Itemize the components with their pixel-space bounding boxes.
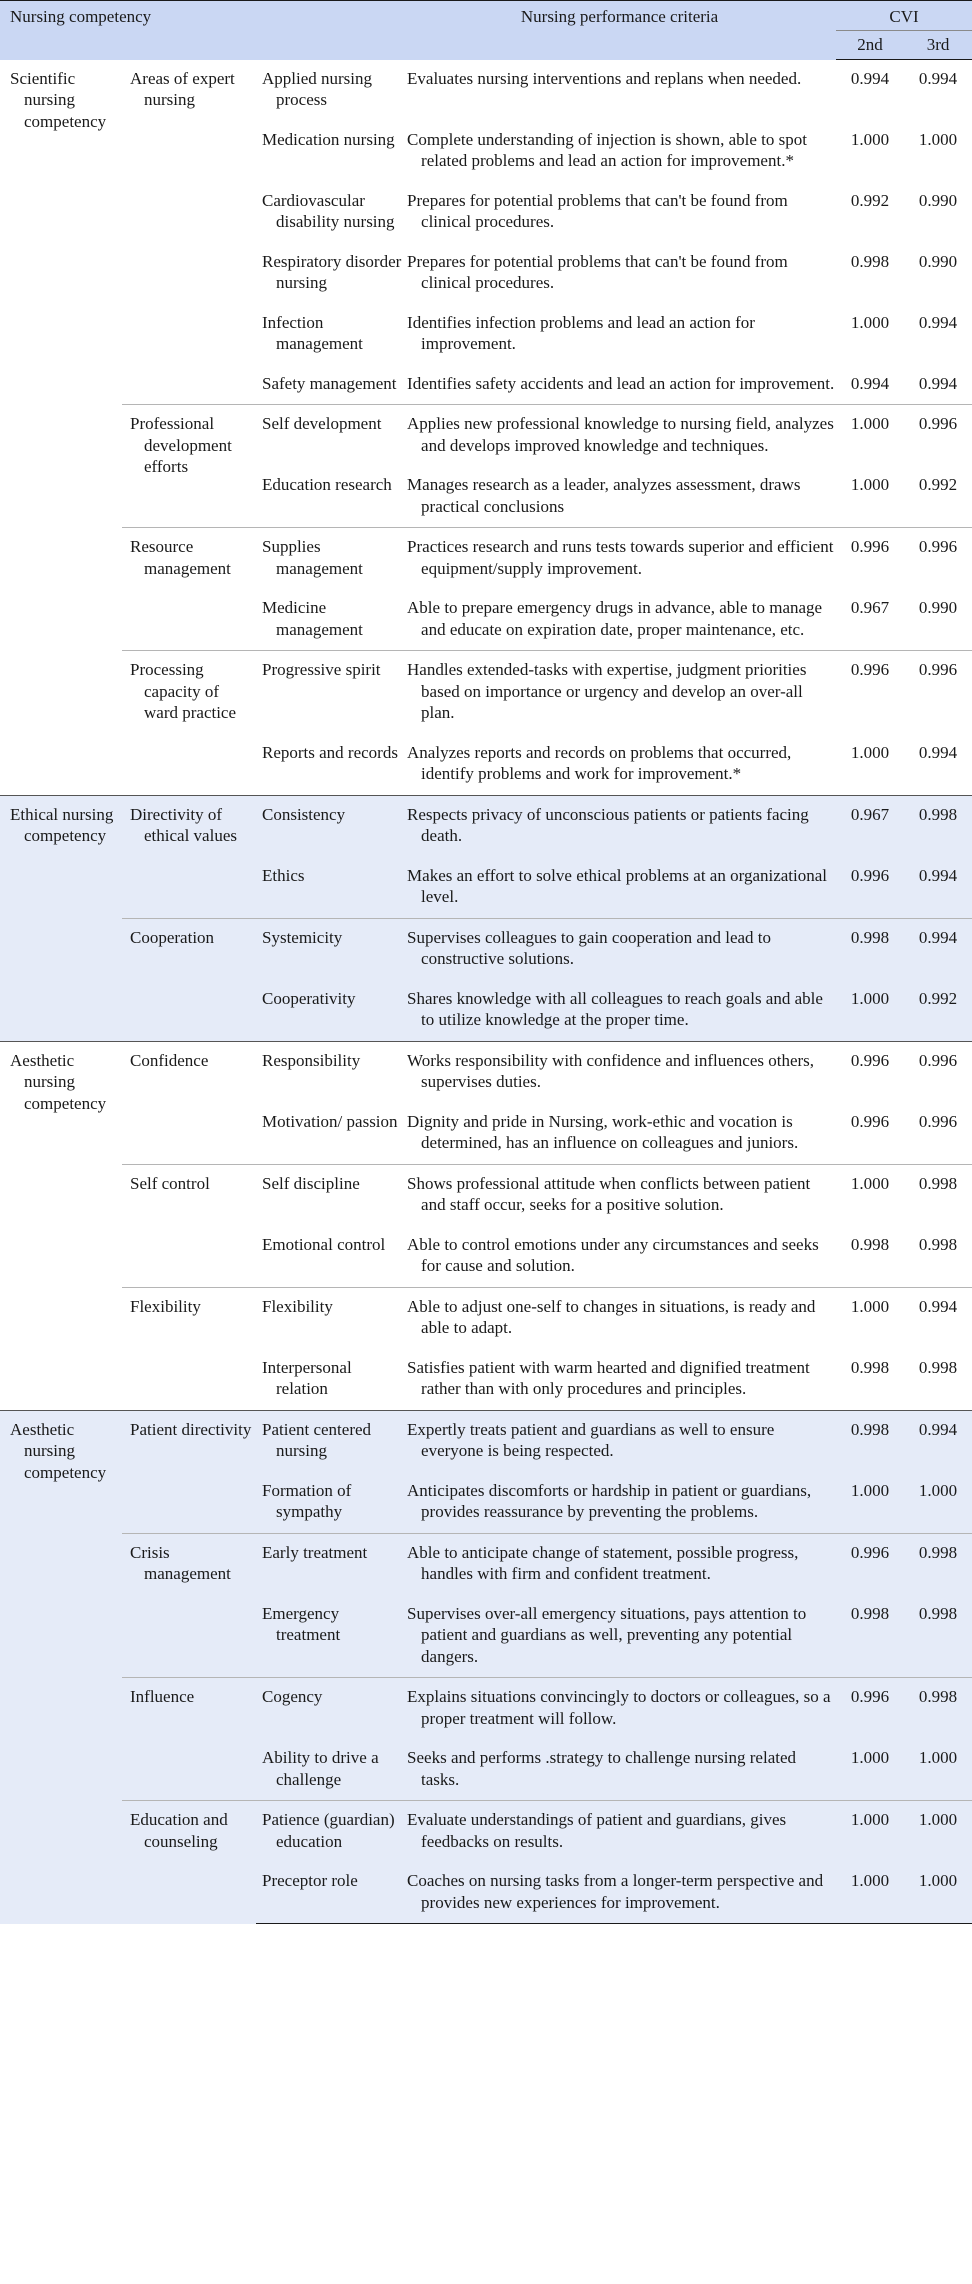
cvi-3rd-cell-text: 0.994	[918, 312, 958, 332]
cvi-2nd-cell	[836, 589, 904, 651]
header-cvi-2nd: 2nd	[836, 30, 904, 60]
header-cvi-3rd: 3rd	[904, 30, 972, 60]
cvi-2nd-cell-text: 0.998	[850, 1419, 890, 1439]
cvi-2nd-cell	[836, 734, 904, 796]
area-cell-text: Education and counseling	[130, 1810, 228, 1851]
criteria-cell-text: Prepares for potential problems that can't be found from clinical procedures.	[407, 251, 788, 292]
cvi-2nd-cell-text: 1.000	[850, 1810, 890, 1829]
criteria-cell-text: Identifies infection problems and lead an action for improvement.	[407, 312, 755, 353]
area-cell-text: Patient directivity	[130, 1419, 252, 1439]
area-cell-text: Influence	[130, 1687, 195, 1706]
cvi-3rd-cell	[904, 1226, 972, 1288]
cvi-3rd-cell	[904, 918, 972, 980]
criteria-cell	[403, 1164, 836, 1226]
cvi-3rd-cell	[904, 1410, 972, 1472]
cvi-2nd-cell-text: 0.996	[850, 865, 890, 885]
criteria-cell-text: Respects privacy of unconscious patients or patients facing death.	[407, 804, 809, 845]
criteria-cell-text: Evaluate understandings of patient and guardians, gives feedbacks on results.	[407, 1810, 787, 1851]
item-cell	[256, 60, 403, 121]
cvi-2nd-cell	[836, 528, 904, 590]
item-cell-text: Safety management	[262, 373, 397, 393]
competency-cell-text: Aesthetic nursing competency	[10, 1050, 107, 1113]
criteria-cell	[403, 589, 836, 651]
cvi-3rd-cell	[904, 1678, 972, 1740]
cvi-2nd-cell-text: 0.996	[850, 1050, 890, 1070]
area-cell	[122, 60, 256, 405]
item-cell	[256, 589, 403, 651]
cvi-3rd-cell	[904, 734, 972, 796]
item-cell-text: Emotional control	[262, 1234, 386, 1254]
criteria-cell	[403, 466, 836, 528]
item-cell-text: Self development	[262, 414, 382, 433]
cvi-2nd-cell	[836, 1041, 904, 1103]
item-cell-text: Systemicity	[262, 927, 343, 947]
area-cell-text: Processing capacity of ward practice	[130, 660, 237, 722]
cvi-2nd-cell-text: 1.000	[850, 1748, 890, 1767]
cvi-3rd-cell-text: 0.994	[918, 69, 958, 88]
cvi-2nd-cell	[836, 918, 904, 980]
criteria-cell	[403, 1472, 836, 1534]
cvi-2nd-cell	[836, 121, 904, 182]
header-competency: Nursing competency	[0, 1, 403, 60]
criteria-cell	[403, 182, 836, 243]
item-cell	[256, 734, 403, 796]
area-cell	[122, 651, 256, 796]
item-cell-text: Cardiovascular disability nursing	[262, 190, 395, 231]
cvi-2nd-cell-text: 1.000	[850, 1480, 890, 1500]
item-cell-text: Education research	[262, 475, 392, 494]
area-cell-text: Professional development efforts	[130, 414, 232, 476]
criteria-cell-text: Expertly treats patient and guardians as well to ensure everyone is being respected.	[407, 1419, 775, 1460]
area-cell	[122, 405, 256, 528]
cvi-3rd-cell-text: 0.994	[918, 742, 958, 762]
cvi-3rd-cell-text: 0.992	[918, 988, 958, 1008]
criteria-cell-text: Explains situations convincingly to doctors or colleagues, so a proper treatment will follow.	[407, 1687, 831, 1728]
criteria-cell-text: Analyzes reports and records on problems that occurred, identify problems and work for improvement.*	[407, 742, 792, 783]
cvi-3rd-cell	[904, 1103, 972, 1165]
cvi-2nd-cell	[836, 1226, 904, 1288]
table-row	[0, 918, 972, 980]
item-cell	[256, 1410, 403, 1472]
item-cell-text: Supplies management	[262, 537, 363, 578]
criteria-cell	[403, 857, 836, 919]
item-cell	[256, 365, 403, 405]
cvi-2nd-cell	[836, 405, 904, 467]
item-cell	[256, 182, 403, 243]
cvi-3rd-cell-text: 0.990	[918, 598, 958, 617]
area-cell-text: Confidence	[130, 1050, 209, 1070]
area-cell	[122, 528, 256, 651]
competency-cell-text: Ethical nursing competency	[10, 804, 114, 845]
criteria-cell	[403, 1801, 836, 1863]
item-cell-text: Consistency	[262, 804, 346, 824]
table-row	[0, 1041, 972, 1103]
header-cvi: CVI	[836, 1, 972, 31]
cvi-3rd-cell	[904, 795, 972, 857]
criteria-cell	[403, 1226, 836, 1288]
area-cell	[122, 1287, 256, 1410]
item-cell	[256, 1533, 403, 1595]
criteria-cell-text: Applies new professional knowledge to nursing field, analyzes and develops improved knowledge and techniques.	[407, 414, 834, 455]
criteria-cell-text: Able to prepare emergency drugs in advance, able to manage and educate on expiration date, proper maintenance, etc.	[407, 598, 823, 639]
cvi-3rd-cell-text: 0.996	[918, 414, 958, 433]
table-row	[0, 405, 972, 467]
cvi-2nd-cell	[836, 1472, 904, 1534]
cvi-2nd-cell-text: 0.998	[850, 927, 890, 947]
item-cell	[256, 1862, 403, 1924]
cvi-2nd-cell-text: 1.000	[850, 475, 890, 494]
cvi-3rd-cell-text: 1.000	[918, 1480, 958, 1500]
area-cell-text: Flexibility	[130, 1296, 201, 1316]
cvi-2nd-cell	[836, 651, 904, 734]
cvi-3rd-cell-text: 0.994	[918, 373, 958, 393]
cvi-2nd-cell	[836, 1739, 904, 1801]
item-cell	[256, 1801, 403, 1863]
criteria-cell	[403, 121, 836, 182]
criteria-cell	[403, 405, 836, 467]
item-cell	[256, 1678, 403, 1740]
cvi-3rd-cell	[904, 1349, 972, 1411]
cvi-3rd-cell	[904, 651, 972, 734]
criteria-cell-text: Dignity and pride in Nursing, work-ethic and vocation is determined, has an influence on colleagues and juniors.	[407, 1111, 799, 1152]
cvi-2nd-cell	[836, 1533, 904, 1595]
item-cell	[256, 121, 403, 182]
area-cell	[122, 795, 256, 918]
item-cell-text: Ability to drive a challenge	[262, 1748, 379, 1789]
item-cell-text: Patience (guardian) education	[262, 1810, 395, 1851]
cvi-2nd-cell-text: 0.998	[850, 1603, 890, 1623]
area-cell	[122, 1678, 256, 1801]
cvi-3rd-cell	[904, 1739, 972, 1801]
item-cell-text: Applied nursing process	[262, 68, 373, 109]
item-cell	[256, 918, 403, 980]
criteria-cell-text: Works responsibility with confidence and influences others, supervises duties.	[407, 1050, 815, 1091]
cvi-2nd-cell-text: 0.996	[850, 1542, 890, 1562]
cvi-3rd-cell	[904, 466, 972, 528]
area-cell-text: Cooperation	[130, 927, 215, 947]
cvi-3rd-cell	[904, 121, 972, 182]
item-cell	[256, 1472, 403, 1534]
criteria-cell-text: Complete understanding of injection is shown, able to spot related problems and lead an action for improvement.*	[407, 129, 807, 170]
cvi-2nd-cell	[836, 1410, 904, 1472]
cvi-2nd-cell-text: 0.998	[850, 1234, 890, 1254]
item-cell-text: Medicine management	[262, 598, 363, 639]
competency-cell-text: Aesthetic nursing competency	[10, 1419, 107, 1482]
item-cell-text: Interpersonal relation	[262, 1357, 352, 1398]
cvi-3rd-cell-text: 0.994	[918, 1419, 958, 1439]
cvi-2nd-cell	[836, 1103, 904, 1165]
cvi-3rd-cell-text: 0.998	[918, 1687, 958, 1706]
cvi-3rd-cell	[904, 365, 972, 405]
criteria-cell-text: Able to anticipate change of statement, possible progress, handles with firm and confident treatment.	[407, 1542, 799, 1583]
cvi-3rd-cell-text: 0.992	[918, 475, 958, 494]
cvi-3rd-cell-text: 1.000	[918, 1871, 958, 1890]
table-row	[0, 1164, 972, 1226]
table-row	[0, 651, 972, 734]
criteria-cell-text: Satisfies patient with warm hearted and dignified treatment rather than with only procedures and principles.	[407, 1357, 810, 1398]
cvi-2nd-cell-text: 1.000	[850, 988, 890, 1008]
cvi-3rd-cell	[904, 405, 972, 467]
cvi-2nd-cell-text: 0.996	[850, 537, 890, 556]
item-cell-text: Motivation/ passion	[262, 1111, 398, 1131]
criteria-cell	[403, 651, 836, 734]
criteria-cell	[403, 304, 836, 365]
cvi-2nd-cell	[836, 1349, 904, 1411]
cvi-2nd-cell-text: 0.992	[850, 190, 890, 210]
cvi-2nd-cell	[836, 1801, 904, 1863]
cvi-2nd-cell	[836, 60, 904, 121]
criteria-cell	[403, 1595, 836, 1678]
criteria-cell-text: Identifies safety accidents and lead an action for improvement.	[407, 373, 835, 393]
item-cell-text: Infection management	[262, 312, 363, 353]
cvi-3rd-cell-text: 0.998	[918, 1173, 958, 1193]
area-cell-text: Directivity of ethical values	[130, 804, 237, 845]
cvi-3rd-cell	[904, 1164, 972, 1226]
cvi-3rd-cell-text: 0.998	[918, 1234, 958, 1254]
criteria-cell-text: Seeks and performs .strategy to challenge nursing related tasks.	[407, 1748, 797, 1789]
cvi-2nd-cell-text: 1.000	[850, 1173, 890, 1193]
item-cell-text: Patient centered nursing	[262, 1419, 372, 1460]
criteria-cell	[403, 1678, 836, 1740]
competency-cell	[0, 1410, 122, 1924]
cvi-2nd-cell	[836, 1164, 904, 1226]
criteria-cell	[403, 918, 836, 980]
cvi-3rd-cell	[904, 60, 972, 121]
cvi-2nd-cell-text: 0.996	[850, 1687, 890, 1706]
cvi-2nd-cell	[836, 304, 904, 365]
criteria-cell-text: Supervises over-all emergency situations, pays attention to patient and guardians as well, preventing any potential dangers.	[407, 1603, 807, 1666]
cvi-2nd-cell	[836, 795, 904, 857]
cvi-3rd-cell	[904, 1801, 972, 1863]
criteria-cell	[403, 365, 836, 405]
item-cell-text: Medication nursing	[262, 129, 395, 149]
item-cell-text: Progressive spirit	[262, 660, 381, 679]
competency-cell	[0, 795, 122, 1041]
cvi-3rd-cell-text: 0.998	[918, 1542, 958, 1562]
criteria-cell-text: Handles extended-tasks with expertise, judgment priorities based on importance or urgency and develop an over-all plan.	[407, 660, 807, 722]
cvi-2nd-cell	[836, 466, 904, 528]
item-cell	[256, 1739, 403, 1801]
criteria-cell-text: Prepares for potential problems that can't be found from clinical procedures.	[407, 190, 788, 231]
criteria-cell	[403, 1533, 836, 1595]
cvi-2nd-cell-text: 0.994	[850, 373, 890, 393]
cvi-3rd-cell-text: 0.996	[918, 1050, 958, 1070]
cvi-3rd-cell-text: 0.990	[918, 190, 958, 210]
item-cell	[256, 1287, 403, 1349]
item-cell-text: Formation of sympathy	[262, 1480, 352, 1521]
cvi-2nd-cell-text: 1.000	[850, 742, 890, 762]
criteria-cell	[403, 1739, 836, 1801]
item-cell	[256, 243, 403, 304]
cvi-3rd-cell-text: 0.998	[918, 804, 958, 824]
table-row	[0, 1410, 972, 1472]
area-cell-text: Self control	[130, 1173, 210, 1193]
competency-cell-text: Scientific nursing competency	[10, 68, 107, 131]
criteria-cell-text: Makes an effort to solve ethical problems at an organizational level.	[407, 865, 828, 906]
cvi-3rd-cell	[904, 1533, 972, 1595]
cvi-3rd-cell	[904, 182, 972, 243]
cvi-3rd-cell	[904, 589, 972, 651]
item-cell	[256, 651, 403, 734]
criteria-cell-text: Able to control emotions under any circumstances and seeks for cause and solution.	[407, 1234, 819, 1275]
cvi-3rd-cell	[904, 243, 972, 304]
criteria-cell	[403, 528, 836, 590]
area-cell-text: Areas of expert nursing	[130, 68, 235, 109]
cvi-3rd-cell	[904, 528, 972, 590]
area-cell-text: Crisis management	[130, 1542, 231, 1583]
cvi-3rd-cell-text: 0.994	[918, 927, 958, 947]
criteria-cell	[403, 1103, 836, 1165]
item-cell	[256, 1041, 403, 1103]
item-cell-text: Responsibility	[262, 1050, 361, 1070]
criteria-cell-text: Shares knowledge with all colleagues to reach goals and able to utilize knowledge at the proper time.	[407, 988, 823, 1029]
item-cell-text: Respiratory disorder nursing	[262, 251, 402, 292]
criteria-cell	[403, 734, 836, 796]
table-row	[0, 795, 972, 857]
criteria-cell	[403, 60, 836, 121]
area-cell	[122, 1533, 256, 1678]
competency-cell	[0, 60, 122, 796]
criteria-cell-text: Shows professional attitude when conflicts between patient and staff occur, seeks for a positive solution.	[407, 1173, 811, 1214]
table-header	[0, 1, 972, 60]
cvi-2nd-cell	[836, 1287, 904, 1349]
table-row	[0, 528, 972, 590]
criteria-cell-text: Coaches on nursing tasks from a longer-term perspective and provides new experiences for improvement.	[407, 1871, 824, 1912]
cvi-3rd-cell-text: 0.996	[918, 1111, 958, 1131]
cvi-2nd-cell-text: 1.000	[850, 1871, 890, 1890]
cvi-3rd-cell	[904, 304, 972, 365]
item-cell-text: Preceptor role	[262, 1871, 358, 1890]
criteria-cell	[403, 795, 836, 857]
item-cell	[256, 980, 403, 1042]
item-cell-text: Reports and records	[262, 742, 398, 762]
criteria-cell-text: Supervises colleagues to gain cooperation and lead to constructive solutions.	[407, 927, 772, 968]
item-cell-text: Flexibility	[262, 1296, 333, 1316]
cvi-3rd-cell-text: 0.994	[918, 1296, 958, 1316]
cvi-2nd-cell-text: 0.967	[850, 598, 890, 617]
cvi-2nd-cell-text: 1.000	[850, 1296, 890, 1316]
item-cell	[256, 857, 403, 919]
cvi-2nd-cell	[836, 1862, 904, 1924]
area-cell-text: Resource management	[130, 537, 231, 578]
item-cell-text: Emergency treatment	[262, 1603, 341, 1644]
criteria-cell	[403, 1349, 836, 1411]
criteria-cell	[403, 1287, 836, 1349]
cvi-2nd-cell	[836, 1678, 904, 1740]
cvi-3rd-cell-text: 0.998	[918, 1357, 958, 1377]
cvi-3rd-cell-text: 1.000	[918, 129, 958, 149]
item-cell-text: Ethics	[262, 865, 305, 885]
cvi-3rd-cell-text: 1.000	[918, 1748, 958, 1767]
area-cell	[122, 918, 256, 1041]
criteria-cell	[403, 1410, 836, 1472]
cvi-3rd-cell-text: 0.996	[918, 660, 958, 679]
item-cell-text: Cooperativity	[262, 988, 356, 1008]
cvi-2nd-cell-text: 0.994	[850, 69, 890, 88]
item-cell	[256, 304, 403, 365]
cvi-3rd-cell	[904, 857, 972, 919]
item-cell-text: Self discipline	[262, 1173, 360, 1193]
cvi-2nd-cell-text: 0.996	[850, 660, 890, 679]
cvi-3rd-cell-text: 0.996	[918, 537, 958, 556]
cvi-2nd-cell-text: 0.998	[850, 1357, 890, 1377]
criteria-cell	[403, 980, 836, 1042]
competency-cell	[0, 1041, 122, 1410]
cvi-2nd-cell	[836, 365, 904, 405]
cvi-3rd-cell-text: 1.000	[918, 1810, 958, 1829]
cvi-3rd-cell	[904, 1472, 972, 1534]
item-cell-text: Early treatment	[262, 1542, 368, 1562]
criteria-cell	[403, 1041, 836, 1103]
cvi-3rd-cell	[904, 1287, 972, 1349]
item-cell	[256, 1226, 403, 1288]
item-cell	[256, 1164, 403, 1226]
item-cell	[256, 528, 403, 590]
table-body	[0, 60, 972, 1924]
cvi-2nd-cell-text: 1.000	[850, 129, 890, 149]
item-cell	[256, 1595, 403, 1678]
cvi-2nd-cell	[836, 857, 904, 919]
cvi-3rd-cell	[904, 1595, 972, 1678]
table-row	[0, 1678, 972, 1740]
cvi-3rd-cell	[904, 1862, 972, 1924]
table-row	[0, 1287, 972, 1349]
cvi-3rd-cell-text: 0.990	[918, 251, 958, 271]
area-cell	[122, 1410, 256, 1533]
item-cell	[256, 405, 403, 467]
area-cell	[122, 1164, 256, 1287]
item-cell	[256, 1103, 403, 1165]
cvi-3rd-cell-text: 0.994	[918, 865, 958, 885]
cvi-3rd-cell	[904, 1041, 972, 1103]
item-cell	[256, 795, 403, 857]
table-row	[0, 1801, 972, 1863]
cvi-2nd-cell	[836, 243, 904, 304]
criteria-cell-text: Evaluates nursing interventions and replans when needed.	[407, 68, 802, 88]
cvi-2nd-cell	[836, 182, 904, 243]
area-cell	[122, 1041, 256, 1164]
item-cell	[256, 466, 403, 528]
cvi-2nd-cell-text: 1.000	[850, 414, 890, 433]
table-row	[0, 1533, 972, 1595]
area-cell	[122, 1801, 256, 1924]
cvi-3rd-cell-text: 0.998	[918, 1603, 958, 1623]
criteria-cell-text: Practices research and runs tests towards superior and efficient equipment/supply improvement.	[407, 537, 834, 578]
cvi-2nd-cell	[836, 1595, 904, 1678]
cvi-2nd-cell-text: 1.000	[850, 312, 890, 332]
criteria-cell	[403, 243, 836, 304]
cvi-2nd-cell-text: 0.998	[850, 251, 890, 271]
cvi-3rd-cell	[904, 980, 972, 1042]
criteria-cell-text: Manages research as a leader, analyzes assessment, draws practical conclusions	[407, 475, 801, 516]
item-cell-text: Cogency	[262, 1687, 323, 1706]
criteria-cell-text: Anticipates discomforts or hardship in patient or guardians, provides reassurance by preventing the problems.	[407, 1480, 812, 1521]
header-criteria: Nursing performance criteria	[403, 1, 836, 60]
item-cell	[256, 1349, 403, 1411]
cvi-2nd-cell	[836, 980, 904, 1042]
criteria-cell-text: Able to adjust one-self to changes in situations, is ready and able to adapt.	[407, 1296, 816, 1337]
cvi-2nd-cell-text: 0.967	[850, 804, 890, 824]
criteria-cell	[403, 1862, 836, 1924]
table-row	[0, 60, 972, 121]
cvi-2nd-cell-text: 0.996	[850, 1111, 890, 1131]
